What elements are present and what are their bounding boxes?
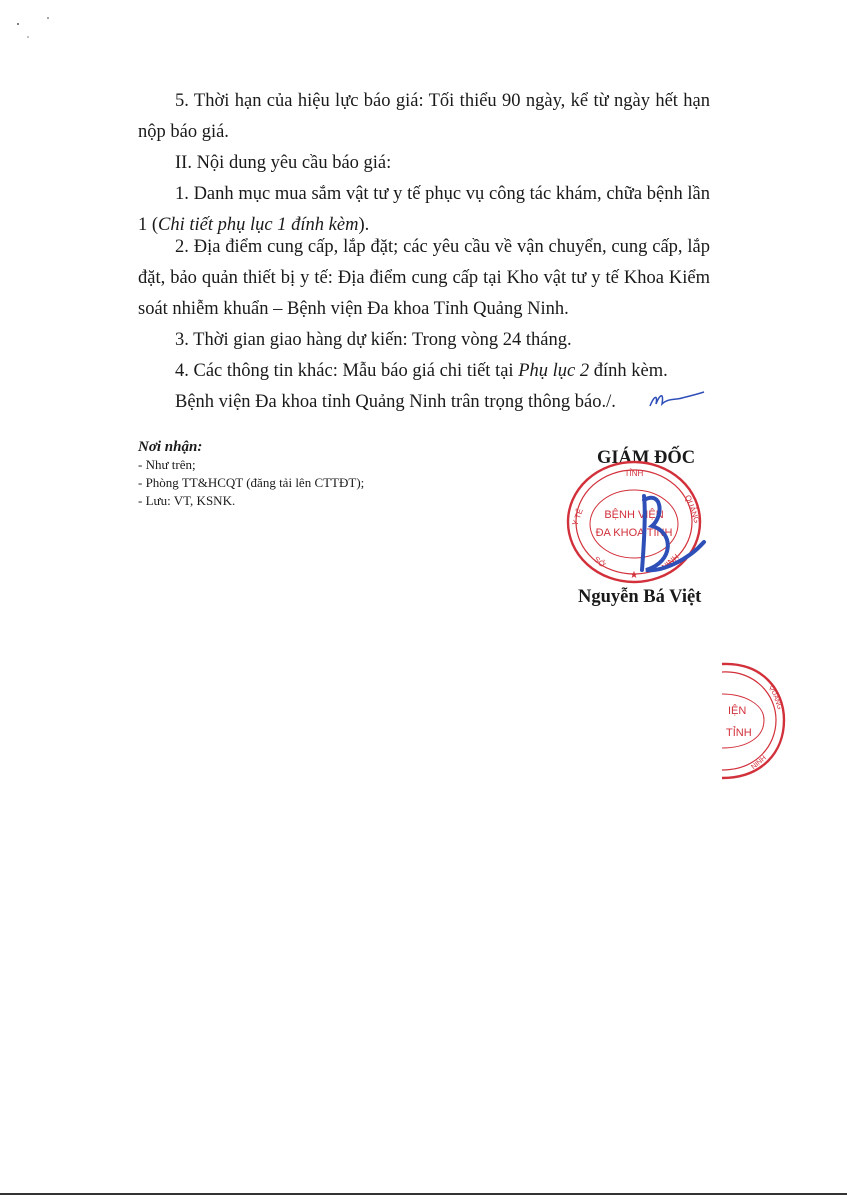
paragraph-item-4-end: đính kèm. — [589, 361, 668, 381]
paragraph-item-2: 2. Địa điểm cung cấp, lắp đặt; các yêu cầu về vận chuyển, cung cấp, lắp đặt, bảo quản thiết bị y tế: Địa điểm cung cấp tại Kho vật tư y tế Khoa Kiểm soát nhiễm khuẩn – Bệnh viện Đa khoa Tỉnh Quảng Ninh. — [138, 237, 710, 319]
stamp-top-text: TỈNH — [624, 469, 644, 478]
paragraph-item-1-italic: Chi tiết phụ lục 1 đính kèm — [158, 215, 359, 235]
initial-signature — [646, 388, 706, 412]
partial-stamp — [718, 658, 790, 782]
scan-specks — [10, 10, 50, 40]
paragraph-item-4-italic: Phụ lục 2 — [518, 361, 590, 381]
stamp-right-text: QUẢNG — [683, 493, 702, 525]
closing-statement: Bệnh viện Đa khoa tỉnh Quảng Ninh trân trọng thông báo./. — [175, 392, 616, 412]
stamp-line-1: BỆNH VIỆN — [604, 509, 664, 521]
stamp-line-2: ĐA KHOA TỈNH — [595, 527, 673, 539]
recipient-item: - Như trên; — [138, 457, 196, 472]
stamp-left-text: Y TẾ — [570, 507, 585, 527]
page-bottom-edge — [0, 1193, 847, 1195]
signer-title: GIÁM ĐỐC — [597, 448, 696, 468]
paragraph-item-4-text: 4. Các thông tin khác: Mẫu báo giá chi tiết tại — [175, 361, 519, 381]
paragraph-item-1-end: ). — [358, 215, 370, 235]
recipient-item: - Lưu: VT, KSNK. — [138, 493, 236, 508]
paragraph-item-1-text: 1. Danh mục mua sắm vật tư y tế phục vụ công tác khám, chữa bệnh lần 1 ( — [138, 184, 710, 235]
recipients-block — [138, 438, 364, 510]
recipient-item: - Phòng TT&HCQT (đăng tải lên CTTĐT); — [138, 475, 365, 490]
partial-stamp-line-2: TỈNH — [726, 727, 752, 739]
partial-stamp-bottom-text: NINH — [750, 754, 768, 772]
recipients-heading: Nơi nhận: — [138, 439, 203, 455]
stamp-bottom-right-text: NINH — [660, 552, 681, 572]
partial-stamp-right-text: QUẢNG — [767, 684, 784, 711]
signer-name: Nguyễn Bá Việt — [578, 587, 702, 607]
partial-stamp-line-1: IỆN — [728, 705, 747, 717]
paragraph-item-4 — [138, 356, 710, 387]
paragraph-validity: 5. Thời hạn của hiệu lực báo giá: Tối thiểu 90 ngày, kể từ ngày hết hạn nộp báo giá. — [138, 91, 710, 142]
section-heading-ii: II. Nội dung yêu cầu báo giá: — [175, 153, 392, 173]
stamp-bottom-left-text: SỞ — [592, 554, 608, 570]
paragraph-item-3: 3. Thời gian giao hàng dự kiến: Trong vòng 24 tháng. — [175, 330, 572, 350]
stamp-star-icon: ★ — [629, 570, 639, 581]
recipients-list — [138, 456, 364, 510]
hospital-stamp — [562, 452, 712, 592]
